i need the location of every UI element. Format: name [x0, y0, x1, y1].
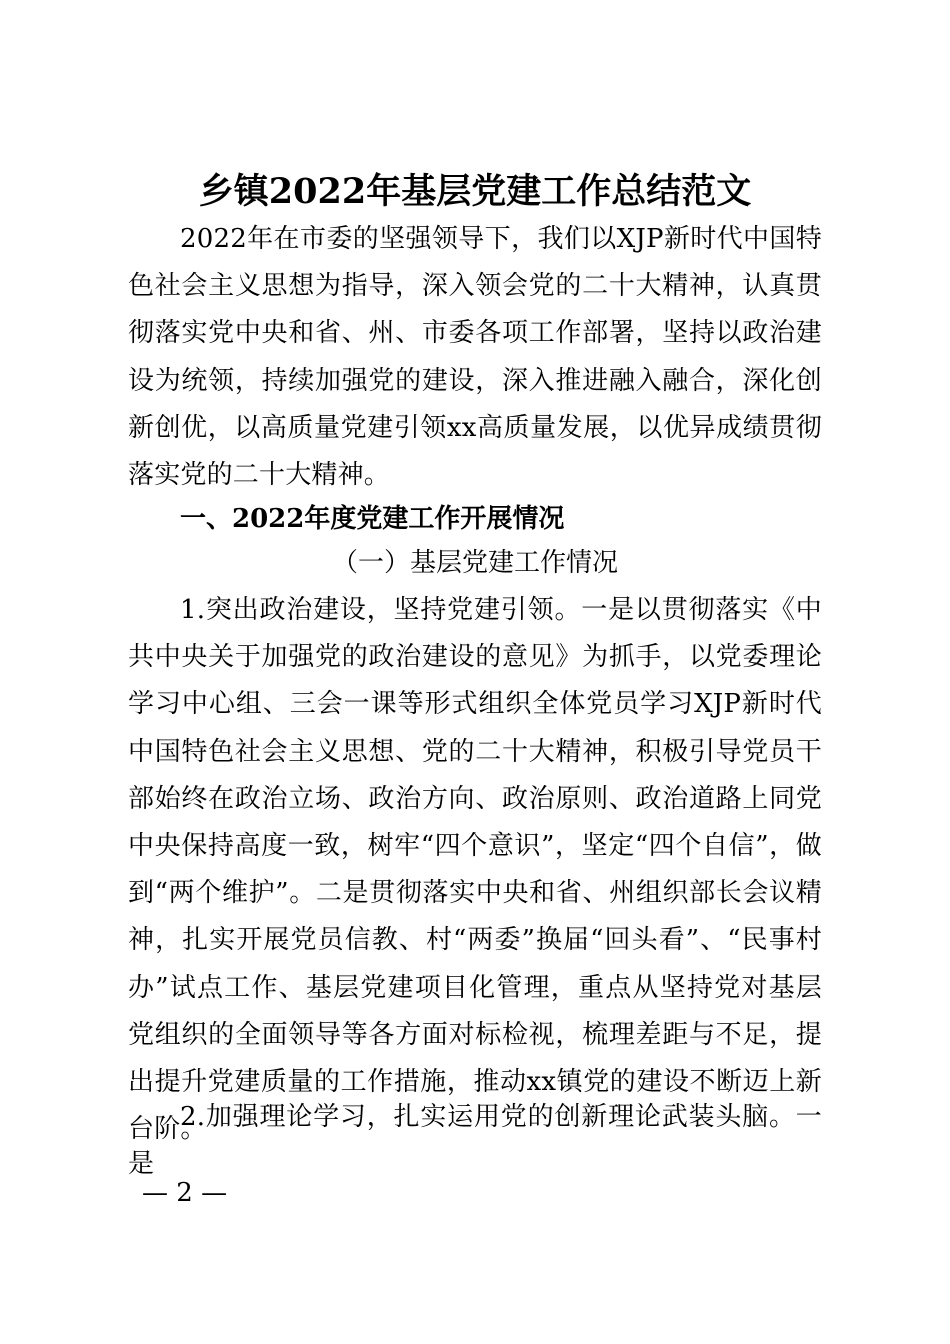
section-heading: 一、2022年度党建工作开展情况 — [180, 504, 565, 534]
subsection-heading: （一）基层党建工作情况 — [331, 548, 618, 578]
intro-paragraph: 2022年在市委的坚强领导下，我们以XJP新时代中国特色社会主义思想为指导，深入领会党的二十大精神，认真贯彻落实党中央和省、州、市委各项工作部署，坚持以政治建设为统领，持续加强党的建设，深入推进融入融合，深化创新创优，以高质量党建引领xx高质量发展，以优异成绩贯彻落实党的二十大精神。 — [128, 224, 822, 491]
page-number: — 2 — — [142, 1178, 228, 1208]
item-paragraph-2: 2.加强理论学习，扎实运用党的创新理论武装头脑。一是 — [128, 1102, 822, 1180]
document-title: 乡镇2022年基层党建工作总结范文 — [198, 171, 752, 212]
item-paragraph-1: 1.突出政治建设，坚持党建引领。一是以贯彻落实《中共中央关于加强党的政治建设的意见》为抓手，以党委理论学习中心组、三会一课等形式组织全体党员学习XJP新时代中国特色社会主义思想、党的二十大精神，积极引导党员干部始终在政治立场、政治方向、政治原则、政治道路上同党中央保持高度一致，树牢“四个意识”，坚定“四个自信”，做到“两个维护”。二是贯彻落实中央和省、州组织部长会议精神，扎实开展党员信教、村“两委”换届“回头看”、“民事村办”试点工作、基层党建项目化管理，重点从坚持党对基层党组织的全面领导等各方面对标检视，梳理差距与不足，提出提升党建质量的工作措施，推动xx镇党的建设不断迈上新台阶。 — [128, 595, 822, 1145]
